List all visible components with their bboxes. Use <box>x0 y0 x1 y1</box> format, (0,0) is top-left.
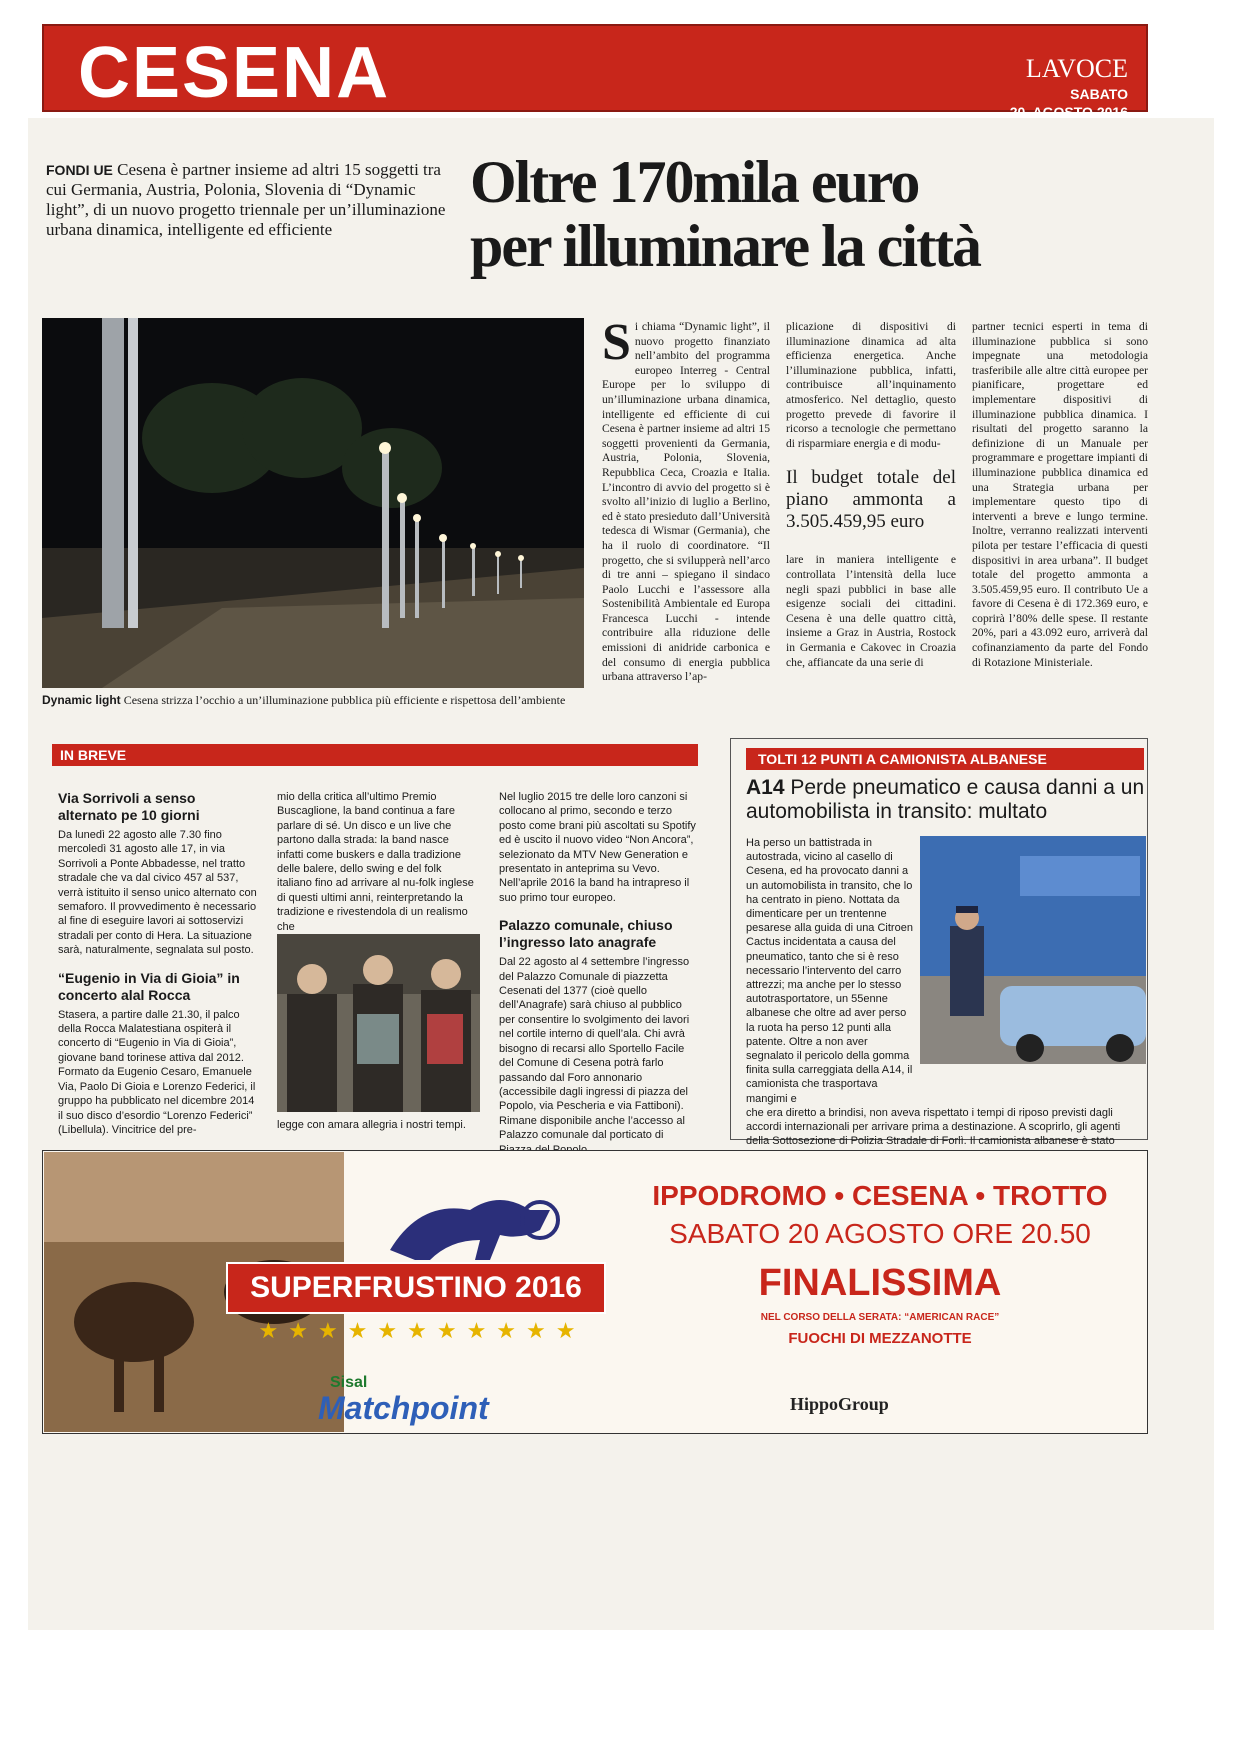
stars-decoration-icon: ★★★★★★★★★★★ <box>258 1318 586 1343</box>
caption-kicker: Dynamic light <box>42 693 121 707</box>
article-column-2 <box>786 320 956 670</box>
breve-item2-col3: Nel luglio 2015 tre delle loro canzoni si collocano al primo, secondo e terzo posto come brani più ascoltati su Spotify ed è uscito il nuovo video “Non Ancora”, selezionato da MTV New Generation e presentato in anteprima su Vevo. Nell’aprile 2016 la band ha intrapreso il suo primo tour europeo. <box>499 791 696 904</box>
breve-item2-end: legge con amara allegria i nostri tempi. <box>277 1119 466 1131</box>
ad-line-4: NEL CORSO DELLA SERATA: “AMERICAN RACE” <box>760 1312 1000 1323</box>
news-box-title <box>746 776 1146 824</box>
lead-summary <box>46 160 456 240</box>
police-truck-photo <box>920 836 1146 1064</box>
lead-summary-text: Cesena è partner insieme ad altri 15 soggetti tra cui Germania, Austria, Polonia, Slovenia di “Dynamic light”, di un nuovo progetto triennale per un’illuminazione urbana dinamica, intelligente ed efficiente <box>46 160 446 239</box>
sponsor-matchpoint: Matchpoint <box>318 1390 489 1426</box>
breve-item1-body: Da lunedì 22 agosto alle 7.30 fino mercoledì 31 agosto alle 17, in via Sorrivoli a Ponte Abbadesse, nel tratto stradale che va dal civico 457 al 537, verrà istituito il senso unico alternato con semaforo. Il provvedimento è necessario al fine di eseguire lavori ai sottoservizi stradali per conto di Hera. La situazione sarà, naturalmente, segnalata sul posto. <box>58 829 257 957</box>
issue-day: SABATO <box>1070 86 1128 102</box>
breve-item1-title: Via Sorrivoli a senso alternato pe 10 giorni <box>58 790 200 823</box>
breve-item2-body: Stasera, a partire dalle 21.30, il palco della Rocca Malatestiana ospiterà il concerto di “Eugenio in Via di Gioia”, giovane band torinese attiva dal 2012. Formato da Eugenio Cesaro, Emanuele Via, Paolo Di Gioia e Lorenzo Federici, il gruppo ha pubblicato nel dicembre 2014 il suo disco d’esordio “Lorenzo Federici” (Libellula). Vincitrice del pre- <box>58 1008 256 1136</box>
masthead <box>42 24 1148 120</box>
ad-line-3: FINALISSIMA <box>758 1262 1002 1304</box>
street-lights-photo <box>42 318 584 688</box>
ad-banner <box>226 1262 606 1314</box>
article-col1-text: i chiama “Dynamic light”, il nuovo progetto finanziato nell’ambito del programma europeo Interreg - Central Europe per lo sviluppo di un’illuminazione urbana dinamica, intelligente ed efficiente di cui Cesena è partner insieme ad altri 15 soggetti provenienti da Germania, Austria, Polonia, Slovenia, Repubblica Ceca, Croazia e Italia. L’incontro di avvio del progetto si è svolto all’inizio di luglio a Berlino, ed è stato presieduto dall’Università tedesca di Wismar (Germania), che ha il ruolo di coordinatore. “Il progetto, che si svilupperà nell’arco di tre anni – spiegano il sindaco Paolo Lucchi e l’assessore alla Sostenibilità Ambientale ed Europa Francesca Lucchi - intende contribuire alla riduzione delle emissioni di anidride carbonica e del consumo di energia pubblica urbana attraverso l’ap- <box>602 320 770 684</box>
article-col3-text: partner tecnici esperti in tema di illuminazione pubblica si sono impegnate una metodologia trasferibile alle altre città europee per pianificare, progettare ed implementare dispositivi di illuminazione pubblica dinamica. I risultati del progetto saranno la definizione di un Manuale per programmare e progettare impianti di illuminazione pubblica dinamica ed una Strategia urbana per implementare questo tipo di interventi a breve e lungo termine. Inoltre, verranno realizzati interventi pilota per testare l’efficacia di questi dispositivi in area urbana”. Il budget totale del progetto ammonta a 3.505.459,95 euro. Il contributo Ue a favore di Cesena è di 172.369 euro, e coprirà l’80% delle spese. Il restante 20%, pari a 43.092 euro, arriverà dal cofinanziamento da parte del Fondo di Rotazione Ministeriale. <box>972 320 1148 669</box>
horse-silhouette-icon <box>380 1180 580 1275</box>
lead-kicker: FONDI UE <box>46 162 113 178</box>
in-breve-bar <box>52 744 698 766</box>
in-breve-label: IN BREVE <box>60 747 127 763</box>
ad-line-2: SABATO 20 AGOSTO ORE 20.50 <box>669 1218 1091 1249</box>
section-title: CESENA <box>78 33 391 113</box>
article-col2-text-a: plicazione di dispositivi di illuminazione dinamica ad alta efficienza energetica. Anche l’illuminazione pubblica, infatti, contribuisce all’inquinamento atmosferico. Nel dettaglio, questo progetto prevede di favorire il ricorso a tecnologie che permettano di risparmiare energia e di modu- <box>786 320 956 450</box>
ad-line-5: FUOCHI DI MEZZANOTTE <box>788 1330 972 1347</box>
breve-column-3 <box>499 790 699 1157</box>
ad-line-1: IPPODROMO • CESENA • TROTTO <box>652 1180 1108 1211</box>
article-col2-text-b: lare in maniera intelligente e controllata l’intensità della luce negli spazi pubblici in base alle esigenze sociali dei cittadini. Cesena è una delle quattro città, insieme a Graz in Austria, Rostock in Germania e Cakovec in Croazia che, affiancate da una serie di <box>786 553 956 669</box>
breve-item3-body: Dal 22 agosto al 4 settembre l’ingresso del Palazzo Comunale di piazzetta Cesenati del 1377 (cioè quello dell’Anagrafe) sarà chiuso al pubblico per consentire lo svolgimento dei lavori nel cortile interno di quell’ala. Chi avrà bisogno di recarsi allo Sportello Facile del Comune di Cesena potrà farlo passando dal Foro annonario (accessibile dagli ingressi di piazza del Popolo, via Pescheria e via Fattiboni). Rimane disponibile anche l’accesso al Palazzo comunale dal porticato di <box>499 956 690 1142</box>
headline-line-1: Oltre 170mila euro <box>470 149 919 215</box>
breve-column-2 <box>277 790 477 934</box>
article-column-3 <box>972 320 1148 670</box>
pull-quote: Il budget totale del piano ammonta a 3.505.459,95 euro <box>786 467 956 533</box>
breve-item3-title: Palazzo comunale, chiuso l’ingresso lato anagrafe <box>499 917 673 951</box>
headline-line-2: per illuminare la città <box>470 213 981 279</box>
news-box-body-end: che era diretto a brindisi, non aveva rispettato i tempi di riposo previsti dagli accordi internazionali per arrivare prima a destinazione. A scoprirlo, gli agenti della Sottosezione di Polizia Stradale di Forlì. Il camionista albanese è stato <box>746 1106 1121 1148</box>
news-box-title-bold: A14 <box>746 776 785 799</box>
sponsor-hippogroup: HippoGroup <box>790 1394 889 1414</box>
dropcap: S <box>602 314 631 371</box>
news-box-bar <box>746 748 1144 770</box>
sponsor-sisal: Sisal <box>330 1374 368 1391</box>
caption-text: Cesena strizza l’occhio a un’illuminazione pubblica più efficiente e rispettosa dell’ambiente <box>123 693 566 707</box>
news-box-label: TOLTI 12 PUNTI A CAMIONISTA ALBANESE <box>758 751 1047 767</box>
brand-logo: LAVOCE <box>1025 54 1128 83</box>
article-column-1 <box>602 314 770 685</box>
issue-date: 20. AGOSTO 2016 <box>1009 104 1128 120</box>
band-photo <box>277 934 480 1112</box>
headline <box>470 150 1170 278</box>
news-box-title-text: Perde pneumatico e causa danni a un automobilista in transito: multato <box>746 776 1145 823</box>
photo-caption <box>42 693 602 708</box>
breve-item2-cont: mio della critica all’ultimo Premio Buscaglione, la band continua a fare parlare di sé. Un disco e un live che partono dalla strada: la band nasce infatti come buskers e dalla tradizione delle balere, dello swing e del folk italiano fino ad arrivare al nu-folk inglese di questi ultimi anni, reinterpretando la tradizione e rivestendola di un realismo che <box>277 791 474 933</box>
ad-banner-text: SUPERFRUSTINO 2016 <box>250 1271 582 1304</box>
breve-item2-title: “Eugenio in Via di Gioia” in concerto alal Rocca <box>58 969 240 1003</box>
breve-column-1 <box>58 790 258 1137</box>
news-box-body-text: Ha perso un battistrada in autostrada, vicino al casello di Cesena, ed ha provocato danni a un automobilista in transito, che lo ha centrato in pieno. Nottata da dimenticare per un trentenne pesarese alla guida di una Citroen Cactus incidentata a causa del pneumatico, tanto che si è reso necessario l’intervento del carro attrezzi; ma anche per lo stesso autotrasportatore, un 55enne albanese che oltre ad aver perso la ruota ha perso 12 punti alla patente. Oltre a non aver segnalato il pericolo della gomma finita sulla carreggiata della A14, il camionista che trasportava mangimi e <box>746 837 913 1105</box>
